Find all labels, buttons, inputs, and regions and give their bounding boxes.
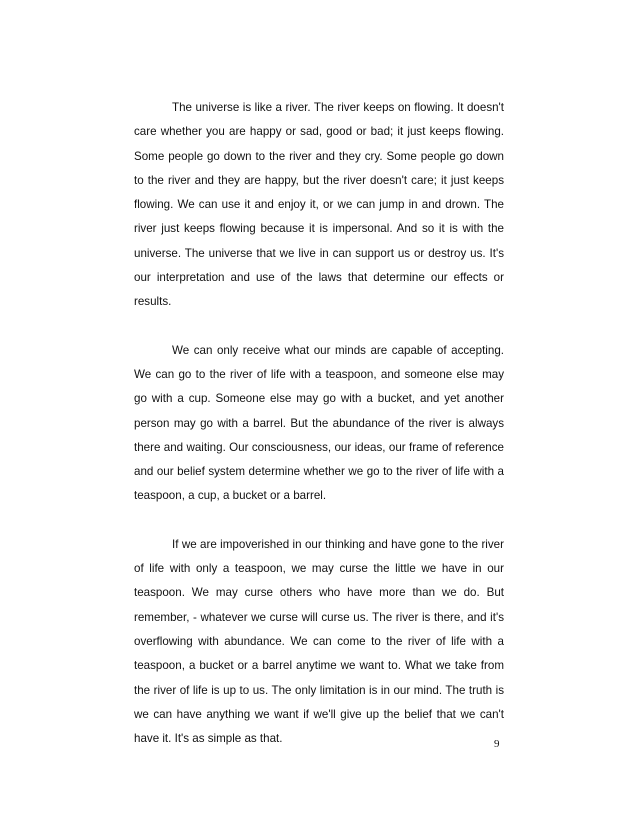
- page-number: 9: [494, 738, 500, 750]
- body-text: [134, 96, 504, 775]
- paragraph-1: The universe is like a river. The river keeps on flowing. It doesn't care whether you are happy or sad, good or bad; it just keeps flowing. Some people go down to the river and they cry. Some people go down to the river and they are happy, but the river doesn't care; it just keeps flowing. We can use it and enjoy it, or we can jump in and drown. The river just keeps flowing because it is impersonal. And so it is with the universe. The universe that we live in can support us or destroy us. It's our interpretation and use of the laws that determine our effects or results.: [134, 101, 504, 309]
- paragraph-2: We can only receive what our minds are capable of accepting. We can go to the river of life with a teaspoon, and someone else may go with a cup. Someone else may go with a bucket, and yet another person may go with a barrel. But the abundance of the river is always there and waiting. Our consciousness, our ideas, our frame of reference and our belief system determine whether we go to the river of life with a teaspoon, a cup, a bucket or a barrel.: [134, 343, 504, 503]
- paragraph-3: If we are impoverished in our thinking and have gone to the river of life with only a teaspoon, we may curse the little we have in our teaspoon. We may curse others who have more than we do. But remember, - whatever we curse will curse us. The river is there, and it's overflowing with abundance. We can come to the river of life with a teaspoon, a bucket or a barrel anytime we want to. What we take from the river of life is up to us. The only limitation is in our mind. The truth is we can have anything we want if we'll give up the belief that we can't have it. It's as simple as that.: [134, 537, 504, 746]
